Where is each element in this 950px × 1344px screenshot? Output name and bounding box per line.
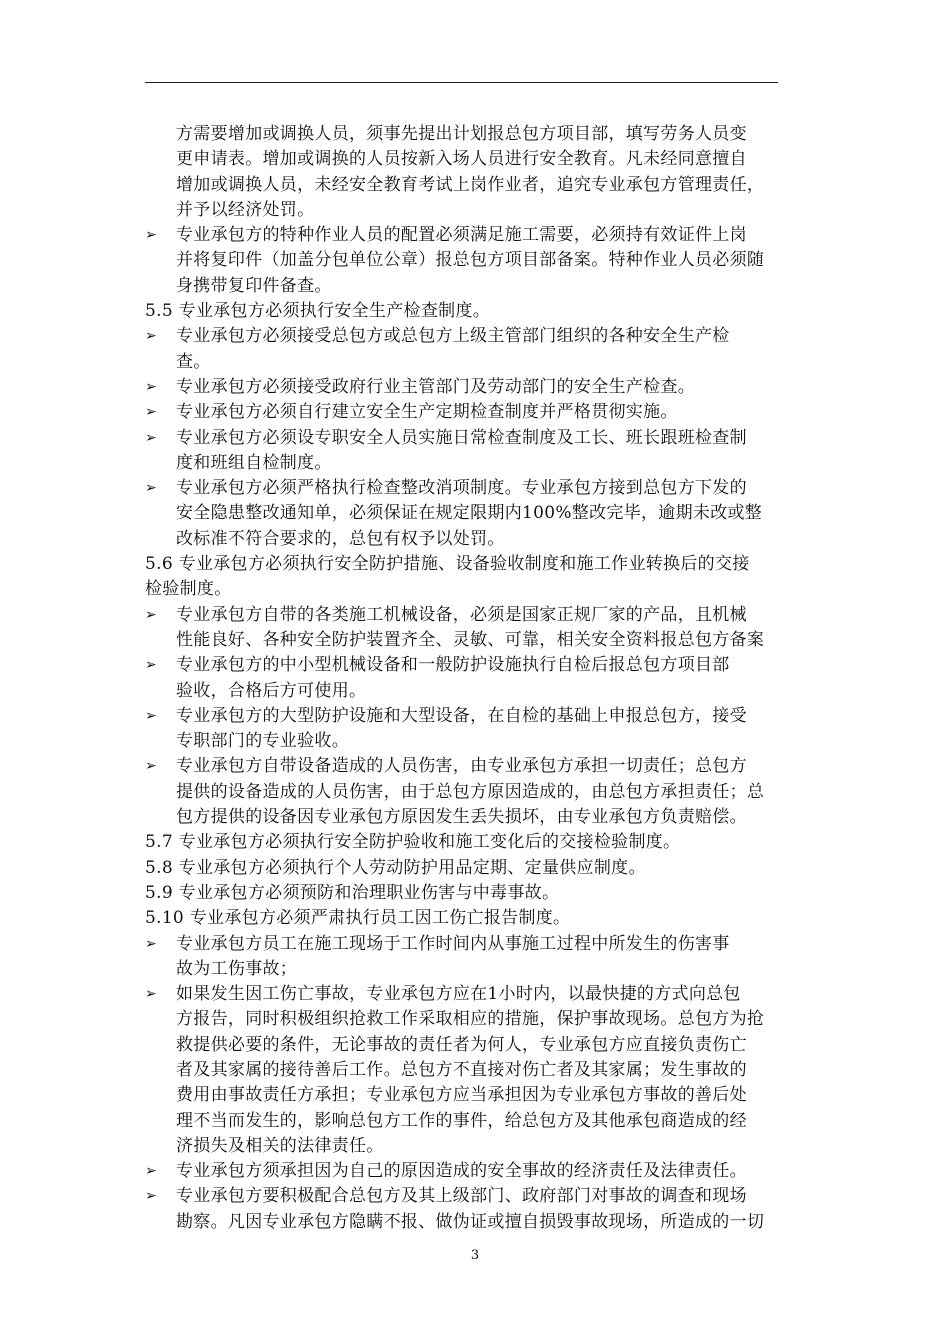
bullet-line [145, 223, 810, 248]
bullet-arrow-icon: ➢ [145, 227, 158, 244]
line-text: 并将复印件（加盖分包单位公章）报总包方项目部备案。特种作业人员必须随 [176, 250, 765, 271]
line-text: 性能良好、各种安全防护装置齐全、灵敏、可靠，相关安全资料报总包方备案 [176, 629, 765, 650]
text-line [145, 679, 810, 704]
line-text: 专业承包方须承担因为自己的原因造成的安全事故的经济责任及法律责任。 [176, 1161, 747, 1182]
bullet-arrow-icon: ➢ [145, 328, 158, 345]
bullet-arrow-icon: ➢ [145, 429, 158, 446]
line-text: 验收，合格后方可使用。 [176, 680, 367, 701]
section-line [145, 299, 810, 324]
line-text: 并予以经济处罚。 [176, 199, 315, 220]
bullet-line [145, 1184, 810, 1209]
line-text: 专业承包方必须严格执行检查整改消项制度。专业承包方接到总包方下发的 [176, 478, 747, 499]
line-text: 专业承包方自带的各类施工机械设备，必须是国家正规厂家的产品，且机械 [176, 604, 747, 625]
line-text: 查。 [176, 351, 211, 372]
section-line [145, 830, 810, 855]
text-line [145, 1033, 810, 1058]
text-line [145, 1134, 810, 1159]
text-line [145, 1007, 810, 1032]
text-line [145, 780, 810, 805]
line-text: 5.10 专业承包方必须严肃执行员工因工伤亡报告制度。 [145, 908, 571, 929]
bullet-line [145, 375, 810, 400]
section-line [145, 906, 810, 931]
bullet-line [145, 324, 810, 349]
bullet-arrow-icon: ➢ [145, 758, 158, 775]
line-text: 专业承包方的中小型机械设备和一般防护设施执行自检后报总包方项目部 [176, 655, 730, 676]
bullet-line [145, 476, 810, 501]
text-line [145, 122, 810, 147]
line-text: 专业承包方员工在施工现场于工作时间内从事施工过程中所发生的伤害事 [176, 933, 730, 954]
document-body [145, 122, 810, 1235]
text-line [145, 173, 810, 198]
text-line [145, 805, 810, 830]
line-text: 方需要增加或调换人员，须事先提出计划报总包方项目部，填写劳务人员变 [176, 124, 747, 144]
bullet-arrow-icon: ➢ [145, 606, 158, 623]
line-text: 如果发生因工伤亡事故，专业承包方应在1小时内，以最快捷的方式向总包 [176, 984, 741, 1005]
line-text: 提供的设备造成的人员伤害，由于总包方原因造成的，由总包方承担责任；总 [176, 781, 765, 802]
bullet-arrow-icon: ➢ [145, 657, 158, 674]
line-text: 勘察。凡因专业承包方隐瞒不报、做伪证或擅自损毁事故现场，所造成的一切 [176, 1211, 765, 1232]
line-text: 专业承包方必须自行建立安全生产定期检查制度并严格贯彻实施。 [176, 402, 678, 423]
text-line [145, 198, 810, 223]
line-text: 专业承包方必须接受政府行业主管部门及劳动部门的安全生产检查。 [176, 376, 695, 397]
bullet-line [145, 426, 810, 451]
bullet-arrow-icon: ➢ [145, 378, 158, 395]
text-line [145, 350, 810, 375]
line-text: 身携带复印件备查。 [176, 275, 332, 296]
bullet-arrow-icon: ➢ [145, 1188, 158, 1205]
line-text: 专业承包方要积极配合总包方及其上级部门、政府部门对事故的调查和现场 [176, 1186, 747, 1207]
text-line [145, 1058, 810, 1083]
bullet-line [145, 704, 810, 729]
bullet-line [145, 603, 810, 628]
line-text: 5.5 专业承包方必须执行安全生产检查制度。 [145, 301, 491, 322]
line-text: 更申请表。增加或调换的人员按新入场人员进行安全教育。凡未经同意擅自 [176, 149, 747, 170]
line-text: 安全隐患整改通知单，必须保证在规定限期内100%整改完毕，逾期未改或整 [176, 503, 763, 524]
line-text: 理不当而发生的，影响总包方工作的事件，给总包方及其他承包商造成的经 [176, 1110, 747, 1131]
text-line [145, 274, 810, 299]
bullet-arrow-icon: ➢ [145, 986, 158, 1003]
line-text: 济损失及相关的法律责任。 [176, 1135, 384, 1156]
text-line [145, 628, 810, 653]
text-line [145, 501, 810, 526]
line-text: 费用由事故责任方承担；专业承包方应当承担因为专业承包方事故的善后处 [176, 1085, 747, 1106]
bullet-line [145, 982, 810, 1007]
line-text: 5.8 专业承包方必须执行个人劳动防护用品定期、定量供应制度。 [145, 857, 646, 878]
bullet-line [145, 400, 810, 425]
line-text: 专业承包方必须设专职安全人员实施日常检查制度及工长、班长跟班检查制 [176, 427, 747, 448]
bullet-line [145, 653, 810, 678]
line-text: 者及其家属的接待善后工作。总包方不直接对伤亡者及其家属；发生事故的 [176, 1059, 747, 1080]
line-text: 包方提供的设备因专业承包方原因发生丢失损坏，由专业承包方负责赔偿。 [176, 807, 747, 828]
bullet-arrow-icon: ➢ [145, 707, 158, 724]
section-line [145, 577, 810, 602]
line-text: 增加或调换人员，未经安全教育考试上岗作业者，追究专业承包方管理责任， [176, 174, 765, 195]
line-text: 专业承包方的特种作业人员的配置必须满足施工需要，必须持有效证件上岗 [176, 225, 747, 246]
text-line [145, 1083, 810, 1108]
line-text: 5.7 专业承包方必须执行安全防护验收和施工变化后的交接检验制度。 [145, 832, 681, 853]
line-text: 专业承包方的大型防护设施和大型设备，在自检的基础上申报总包方，接受 [176, 705, 747, 726]
line-text: 度和班组自检制度。 [176, 452, 332, 473]
line-text: 专业承包方必须接受总包方或总包方上级主管部门组织的各种安全生产检 [176, 326, 730, 347]
bullet-arrow-icon: ➢ [145, 480, 158, 497]
page-number: 3 [470, 1248, 480, 1263]
section-line [145, 881, 810, 906]
bullet-arrow-icon: ➢ [145, 404, 158, 421]
bullet-arrow-icon: ➢ [145, 935, 158, 952]
bullet-line [145, 754, 810, 779]
text-line [145, 527, 810, 552]
line-text: 救提供必要的条件，无论事故的责任者为何人，专业承包方应直接负责伤亡 [176, 1034, 747, 1055]
text-line [145, 729, 810, 754]
line-text: 检验制度。 [145, 579, 232, 600]
line-text: 专职部门的专业验收。 [176, 731, 349, 752]
line-text: 改标准不符合要求的，总包有权予以处罚。 [176, 528, 505, 549]
line-text: 专业承包方自带设备造成的人员伤害，由专业承包方承担一切责任；总包方 [176, 756, 747, 777]
text-line [145, 451, 810, 476]
text-line [145, 248, 810, 273]
line-text: 5.6 专业承包方必须执行安全防护措施、设备验收制度和施工作业转换后的交接 [145, 554, 750, 575]
text-line [145, 1210, 810, 1235]
line-text: 故为工伤事故； [176, 958, 298, 979]
header-rule [145, 82, 778, 83]
bullet-line [145, 932, 810, 957]
line-text: 方报告，同时积极组织抢救工作采取相应的措施，保护事故现场。总包方为抢 [176, 1009, 765, 1030]
bullet-line [145, 1159, 810, 1184]
text-line [145, 1109, 810, 1134]
text-line [145, 147, 810, 172]
section-line [145, 856, 810, 881]
bullet-arrow-icon: ➢ [145, 1163, 158, 1180]
text-line [145, 957, 810, 982]
line-text: 5.9 专业承包方必须预防和治理职业伤害与中毒事故。 [145, 882, 560, 903]
section-line [145, 552, 810, 577]
